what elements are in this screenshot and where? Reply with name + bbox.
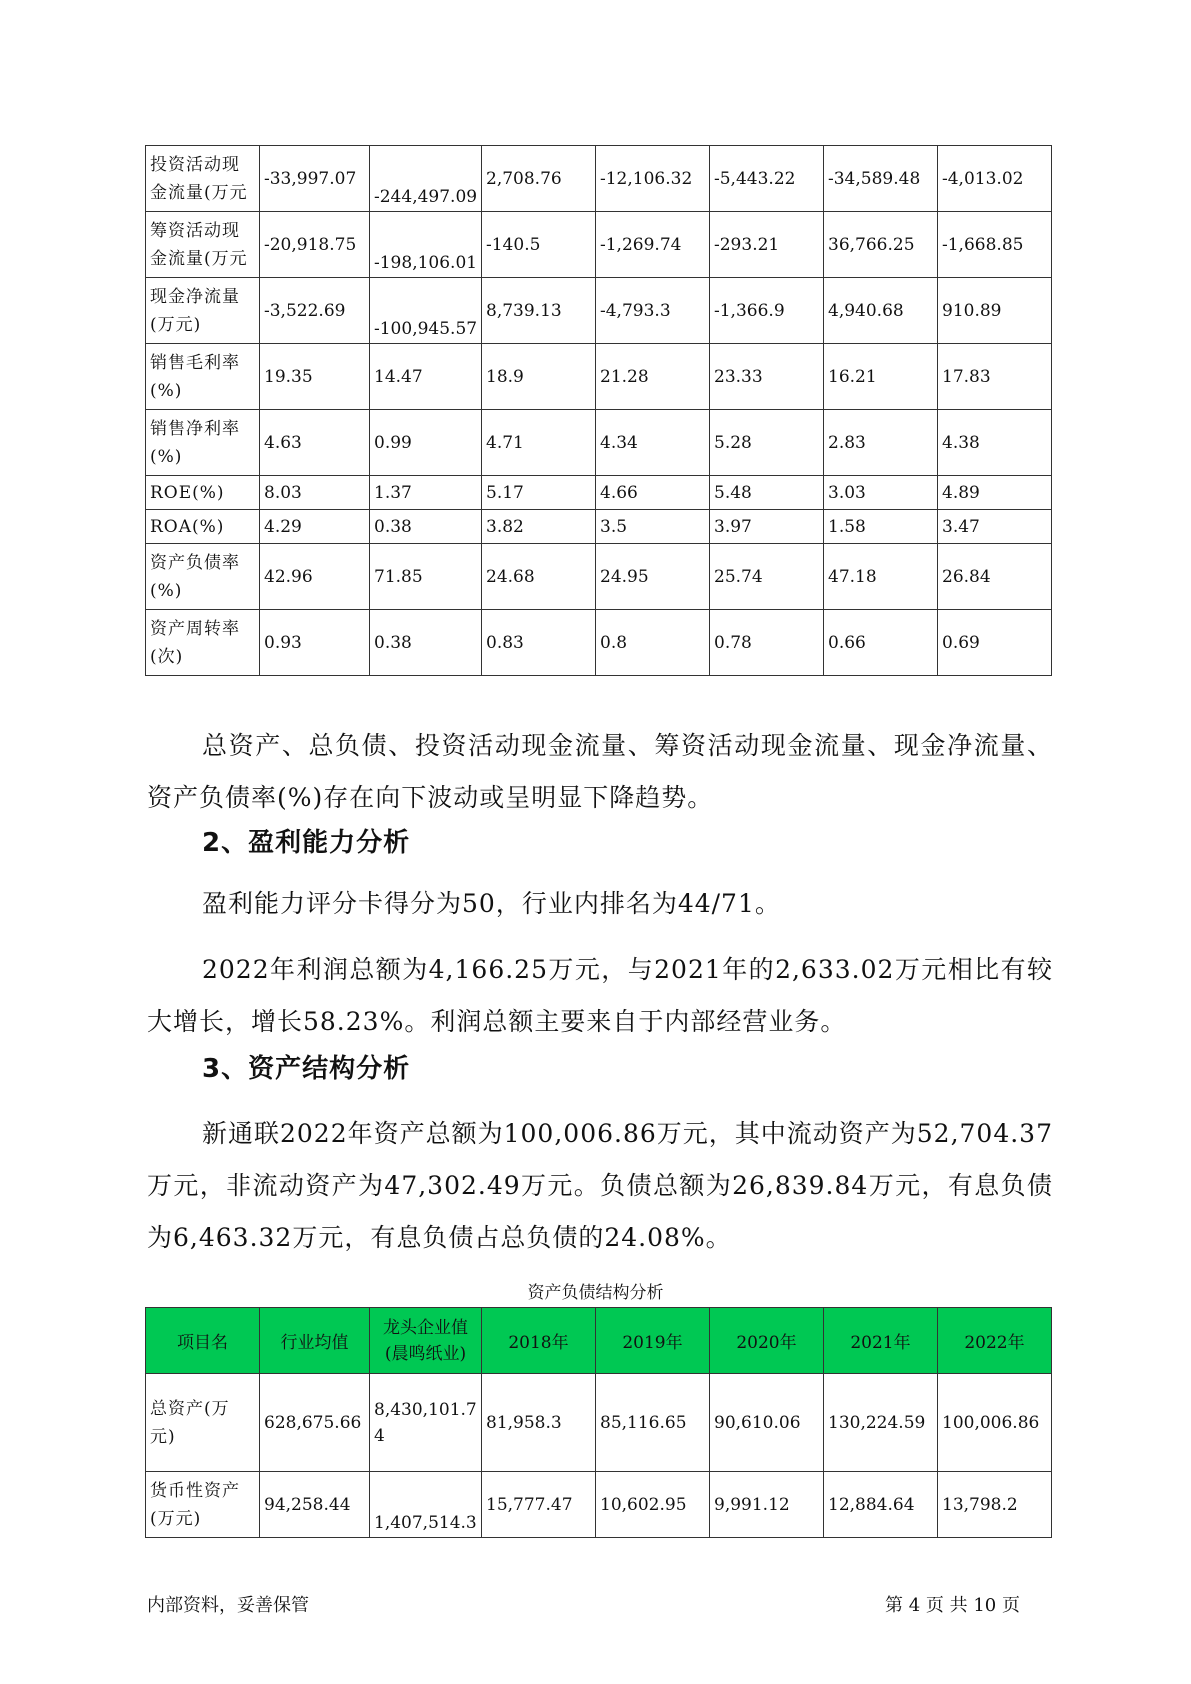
table-row: [146, 278, 1052, 344]
cell: -244,497.09: [370, 146, 482, 212]
row-label: 投资活动现金流量(万元: [146, 146, 260, 212]
cell: 85,116.65: [596, 1374, 710, 1472]
row-label: 现金净流量(万元): [146, 278, 260, 344]
table-row: [146, 344, 1052, 410]
cell: 4.63: [260, 410, 370, 476]
cell: -140.5: [482, 212, 596, 278]
cell: 3.03: [824, 476, 938, 510]
cell: 2,708.76: [482, 146, 596, 212]
cell: 0.93: [260, 610, 370, 676]
profit-total-paragraph: 2022年利润总额为4,166.25万元，与2021年的2,633.02万元相比有较大增长，增长58.23%。利润总额主要来自于内部经营业务。: [147, 955, 1053, 1036]
cell: 4.89: [938, 476, 1052, 510]
cell: 1,407,514.3: [370, 1472, 482, 1538]
header-cell: 2021年: [824, 1308, 938, 1374]
table-row: [146, 146, 1052, 212]
footer-page-number: 第 4 页 共 10 页: [885, 1595, 1020, 1616]
cell: -1,668.85: [938, 212, 1052, 278]
row-label: 总资产(万元): [146, 1374, 260, 1472]
cell: 4.66: [596, 476, 710, 510]
cell: 24.95: [596, 544, 710, 610]
row-label: 资产负债率(%): [146, 544, 260, 610]
header-cell: 2022年: [938, 1308, 1052, 1374]
cell: 26.84: [938, 544, 1052, 610]
cell: -5,443.22: [710, 146, 824, 212]
cell: 47.18: [824, 544, 938, 610]
summary-paragraph: 总资产、总负债、投资活动现金流量、筹资活动现金流量、现金净流量、资产负债率(%)存在向下波动或呈明显下降趋势。: [147, 731, 1053, 812]
cell: -100,945.57: [370, 278, 482, 344]
cell: 130,224.59: [824, 1374, 938, 1472]
header-cell: 行业均值: [260, 1308, 370, 1374]
cell: 24.68: [482, 544, 596, 610]
header-cell: 2019年: [596, 1308, 710, 1374]
cell: 14.47: [370, 344, 482, 410]
cell: 0.66: [824, 610, 938, 676]
cell: 4.71: [482, 410, 596, 476]
cell: 3.5: [596, 510, 710, 544]
cell: 12,884.64: [824, 1472, 938, 1538]
row-label: 货币性资产(万元): [146, 1472, 260, 1538]
table-row: [146, 610, 1052, 676]
cell: 15,777.47: [482, 1472, 596, 1538]
cell: 36,766.25: [824, 212, 938, 278]
cell: 8.03: [260, 476, 370, 510]
section-heading-profitability: 2、盈利能力分析: [202, 828, 411, 858]
cell: 5.28: [710, 410, 824, 476]
table-row: [146, 1472, 1052, 1538]
section-heading-asset-structure: 3、资产结构分析: [202, 1054, 411, 1084]
cell: 16.21: [824, 344, 938, 410]
cell: -20,918.75: [260, 212, 370, 278]
cell: 910.89: [938, 278, 1052, 344]
cell: 19.35: [260, 344, 370, 410]
row-label: 筹资活动现金流量(万元: [146, 212, 260, 278]
table-caption: 资产负债结构分析: [527, 1283, 664, 1303]
cell: 3.97: [710, 510, 824, 544]
table-row: [146, 410, 1052, 476]
cell: 18.9: [482, 344, 596, 410]
table-row: [146, 476, 1052, 510]
cell: 9,991.12: [710, 1472, 824, 1538]
row-label: 销售净利率(%): [146, 410, 260, 476]
header-cell: 2018年: [482, 1308, 596, 1374]
row-label: 销售毛利率(%): [146, 344, 260, 410]
cell: -198,106.01: [370, 212, 482, 278]
row-label: ROA(%): [146, 510, 260, 544]
table-row: [146, 510, 1052, 544]
cell: 21.28: [596, 344, 710, 410]
cell: -4,013.02: [938, 146, 1052, 212]
cell: -33,997.07: [260, 146, 370, 212]
table-row: [146, 212, 1052, 278]
cell: 94,258.44: [260, 1472, 370, 1538]
profitability-score-paragraph: 盈利能力评分卡得分为50，行业内排名为44/71。: [202, 889, 781, 918]
header-cell: 龙头企业值(晨鸣纸业): [370, 1308, 482, 1374]
cell: 628,675.66: [260, 1374, 370, 1472]
cell: -4,793.3: [596, 278, 710, 344]
cell: 0.99: [370, 410, 482, 476]
header-cell: 2020年: [710, 1308, 824, 1374]
cell: 100,006.86: [938, 1374, 1052, 1472]
cell: 5.17: [482, 476, 596, 510]
cell: 25.74: [710, 544, 824, 610]
cell: 17.83: [938, 344, 1052, 410]
cell: 0.83: [482, 610, 596, 676]
cell: -1,269.74: [596, 212, 710, 278]
table-row: [146, 544, 1052, 610]
table-row: [146, 1374, 1052, 1472]
financial-indicators-table: [145, 145, 1052, 676]
cell: 4,940.68: [824, 278, 938, 344]
cell: 1.37: [370, 476, 482, 510]
header-cell: 项目名: [146, 1308, 260, 1374]
cell: 4.29: [260, 510, 370, 544]
footer-confidential-note: 内部资料，妥善保管: [147, 1595, 309, 1616]
cell: 4.38: [938, 410, 1052, 476]
cell: 42.96: [260, 544, 370, 610]
cell: 0.78: [710, 610, 824, 676]
cell: 90,610.06: [710, 1374, 824, 1472]
cell: 0.38: [370, 610, 482, 676]
cell: 3.82: [482, 510, 596, 544]
cell: 0.38: [370, 510, 482, 544]
cell: 8,430,101.74: [370, 1374, 482, 1472]
cell: -1,366.9: [710, 278, 824, 344]
asset-liability-structure-table: [145, 1307, 1052, 1538]
cell: 10,602.95: [596, 1472, 710, 1538]
cell: -12,106.32: [596, 146, 710, 212]
cell: 0.69: [938, 610, 1052, 676]
row-label: ROE(%): [146, 476, 260, 510]
cell: 8,739.13: [482, 278, 596, 344]
cell: 81,958.3: [482, 1374, 596, 1472]
cell: 13,798.2: [938, 1472, 1052, 1538]
cell: 2.83: [824, 410, 938, 476]
cell: -3,522.69: [260, 278, 370, 344]
cell: 3.47: [938, 510, 1052, 544]
cell: 4.34: [596, 410, 710, 476]
cell: -293.21: [710, 212, 824, 278]
table-header-row: [146, 1308, 1052, 1374]
cell: 1.58: [824, 510, 938, 544]
cell: 5.48: [710, 476, 824, 510]
cell: 23.33: [710, 344, 824, 410]
row-label: 资产周转率(次): [146, 610, 260, 676]
cell: 0.8: [596, 610, 710, 676]
cell: -34,589.48: [824, 146, 938, 212]
asset-structure-paragraph: 新通联2022年资产总额为100,006.86万元，其中流动资产为52,704.37万元，非流动资产为47,302.49万元。负债总额为26,839.84万元，有息负债为6,463.32万元，有息负债占总负债的24.08%。: [147, 1119, 1053, 1252]
cell: 71.85: [370, 544, 482, 610]
